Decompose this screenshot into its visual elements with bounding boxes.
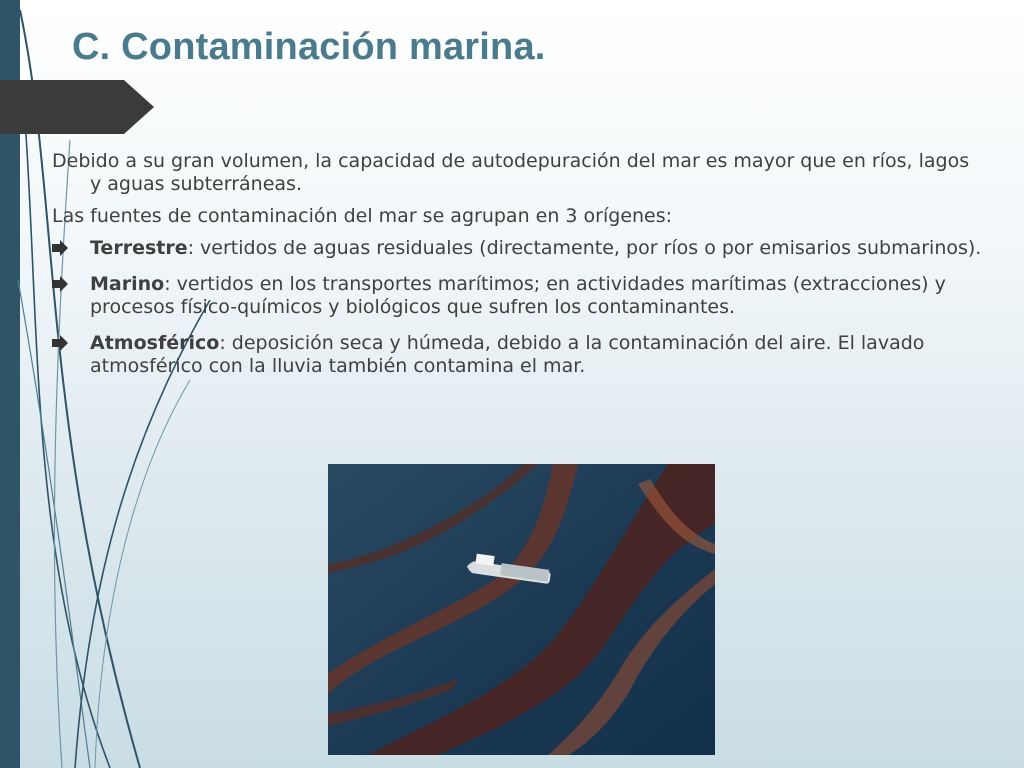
title-arrow-shape (0, 80, 154, 134)
oil-spill-photo (328, 464, 715, 755)
arrow-right-icon (52, 276, 68, 292)
paragraph-sources: Las fuentes de contaminación del mar se agrupan en 3 orígenes: (52, 205, 673, 227)
bullet-list (52, 237, 982, 378)
bullet-text: : vertidos en los transportes marítimos; en actividades marítimas (extracciones) y procesos físico-químicos y biológicos que sufren los contaminantes. (90, 273, 946, 318)
bullet-text: : deposición seca y húmeda, debido a la contaminación del aire. El lavado atmosférico con la lluvia también contamina el mar. (90, 332, 925, 377)
bullet-marino (52, 273, 982, 319)
paragraph-intro: Debido a su gran volumen, la capacidad de autodepuración del mar es mayor que en ríos, lagos y aguas subterráneas. (52, 150, 970, 195)
slide-content (52, 150, 982, 391)
arrow-right-icon (52, 335, 68, 351)
slide-title: C. Contaminación marina. (72, 26, 546, 68)
bullet-text: : vertidos de aguas residuales (directamente, por ríos o por emisarios submarinos). (187, 237, 982, 259)
bullet-atmosferico (52, 332, 982, 378)
bullet-term: Atmosférico (90, 332, 220, 354)
bullet-term: Terrestre (90, 237, 188, 259)
arrow-right-icon (52, 240, 68, 256)
bullet-terrestre (52, 237, 982, 260)
oil-spill-illustration (328, 464, 715, 755)
bullet-term: Marino (90, 273, 165, 295)
